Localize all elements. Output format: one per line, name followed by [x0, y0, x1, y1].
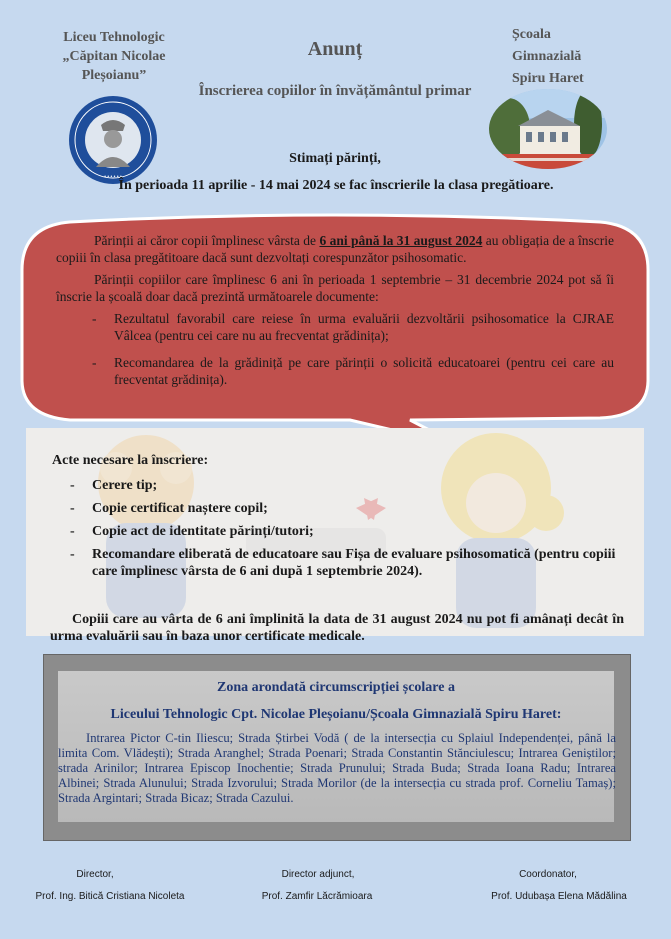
- enrollment-period: În perioada 11 aprilie - 14 mai 2024 se fac înscrierile la clasa pregătioare.: [118, 178, 554, 193]
- bubble-paragraph-2: Părinții copiilor care împlinesc 6 ani în perioada 1 septembrie – 31 decembrie 2024 pot să îi înscrie la școală doar dacă prezintă următoarele documente:: [56, 272, 614, 304]
- list-item-text: Copie act de identitate părinți/tutori;: [92, 524, 314, 539]
- list-item: - Copie act de identitate părinți/tutori;: [70, 524, 314, 539]
- left-school-line: Liceu Tehnologic: [63, 30, 165, 45]
- right-school-line: Școala: [512, 27, 551, 42]
- bubble-p1-start: Părinții ai căror copii împlinesc vârsta de: [94, 233, 320, 248]
- bubble-text: [56, 233, 614, 399]
- page-subtitle: Înscrierea copiilor în învățământul primar: [198, 83, 472, 99]
- bubble-p1-end: au obligația de a înscrie copiii în clasa pregătitoare dacă sunt dezvoltați corespunzător psihosomatic.: [56, 233, 615, 265]
- page-title: Anunț: [307, 38, 363, 60]
- greeting: Stimați părinți,: [289, 151, 381, 166]
- enrollment-documents-list: [48, 477, 628, 586]
- left-school-name: [48, 28, 180, 85]
- list-item-text: Recomandare eliberată de educatoare sau Fișa de evaluare psihosomatică (pentru copiii care împlinesc vârsta de 6 ani după 1 septembrie 2024).: [92, 547, 616, 579]
- left-school-logo: [68, 95, 158, 185]
- coordinator-role: Coordonator,: [519, 869, 577, 880]
- school-building-photo: [488, 88, 608, 170]
- list-item-text: Recomandarea de la grădiniță pe care părinții o solicită educatoarei (pentru cei care au frecventat grădinița).: [114, 355, 614, 387]
- deputy-name: Prof. Zamfir Lăcrămioara: [261, 891, 373, 902]
- left-school-line: „Căpitan Nicolae: [62, 49, 166, 64]
- age-deadline: 6 ani până la 31 august 2024: [319, 233, 483, 248]
- zone-streets: Intrarea Pictor C-tin Iliescu; Strada Știrbei Vodă ( de la intersecția cu Splaiul Independenței, până la limita Com. Vlădești); Strada Aranghel; Strada Poenari; Strada Constantin Stănciulescu; Intrarea Geniștilor; strada Arinilor; Intrarea Episcop Inochentie; Strada Prunului; Strada Buda; Strada Ioana Radu; Intrarea Albinei; Strada Alunului; Strada Izvorului; Strada Morilor (de la intersecția cu strada prof. Corneliu Tamaș); Strada Argintari; Strada Bicaz; Strada Cazului.: [58, 731, 616, 805]
- list-item: - Copie certificat naștere copil;: [70, 501, 268, 516]
- documents-heading: Acte necesare la înscriere:: [52, 453, 209, 468]
- list-item-text: Rezultatul favorabil care reiese în urma evaluării dezvoltării psihosomatice la CJRAE Vâlcea (pentru cei care nu au frecventat grădinița);: [114, 311, 614, 343]
- list-item-text: Copie certificat naștere copil;: [92, 501, 268, 516]
- svg-text:• • • • • •: • • • • • •: [104, 174, 122, 180]
- list-item: - Rezultatul favorabil care reiese în urma evaluării dezvoltării psihosomatice la CJRAE Vâlcea (pentru cei care nu au frecventat grădinița);: [92, 311, 614, 343]
- bubble-paragraph-1: [56, 233, 614, 266]
- left-school-line: Pleșoianu”: [81, 68, 147, 83]
- list-item-text: Cerere tip;: [92, 478, 158, 493]
- list-item: - Recomandare eliberată de educatoare sau Fișa de evaluare psihosomatică (pentru copiii care împlinesc vârsta de 6 ani după 1 septembrie 2024).: [70, 547, 616, 579]
- deputy-role: Director adjunct,: [281, 869, 355, 880]
- zone-schools: Liceului Tehnologic Cpt. Nicolae Pleșoianu/Școala Gimnazială Spiru Haret:: [110, 707, 562, 722]
- list-item: - Recomandarea de la grădiniță pe care părinții o solicită educatoarei (pentru cei care au frecventat grădinița).: [92, 355, 614, 387]
- right-school-name: [512, 24, 612, 90]
- right-school-line: Gimnazială: [512, 49, 582, 64]
- right-school-line: Spiru Haret: [512, 71, 584, 86]
- zone-title: Zona arondată circumscripției școlare a: [217, 680, 455, 695]
- required-documents-list: [56, 311, 614, 388]
- coordinator-name: Prof. Udubașa Elena Mădălina: [491, 891, 627, 902]
- director-role: Director,: [76, 869, 114, 880]
- list-item: - Cerere tip;: [70, 478, 158, 493]
- director-name: Prof. Ing. Bitică Cristiana Nicoleta: [35, 891, 185, 902]
- deferral-note: Copiii care au vârta de 6 ani împlinită la data de 31 august 2024 nu pot fi amânați decât în urma evaluării sau în baza unor certificate medicale.: [50, 612, 624, 644]
